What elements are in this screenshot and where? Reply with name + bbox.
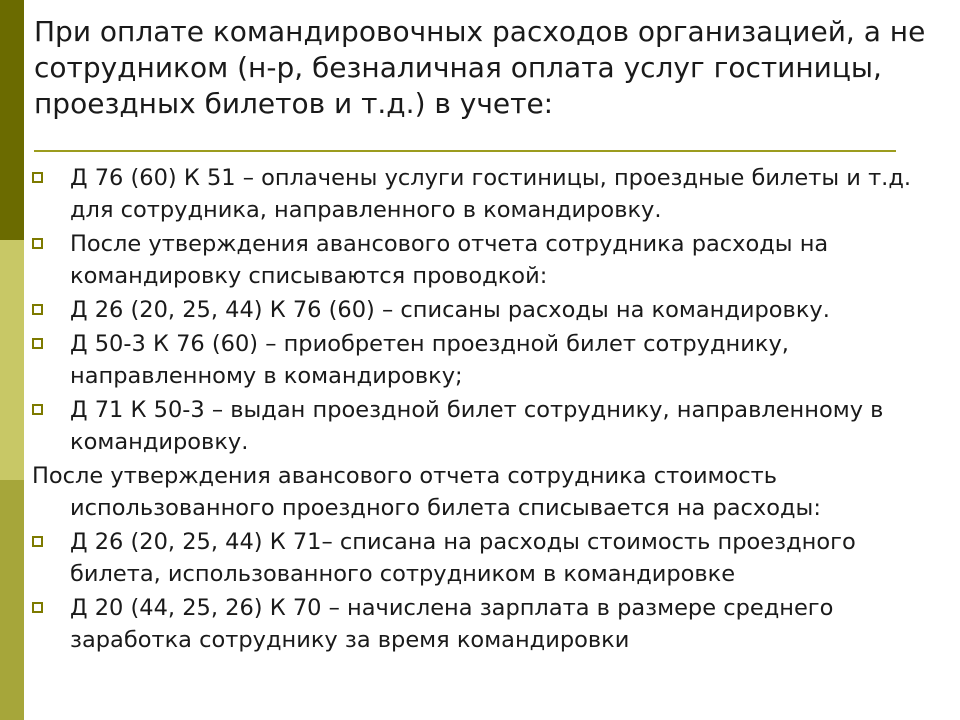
list-item-text: Д 50-3 К 76 (60) – приобретен проездной билет сотруднику, направленному в командировку;	[70, 331, 789, 389]
square-bullet-icon	[32, 536, 43, 547]
list-item	[32, 394, 952, 458]
slide-title: При оплате командировочных расходов организацией, а не сотрудником (н-р, безналичная оплата услуг гостиницы, проездных билетов и т.д.) в учете:	[34, 15, 926, 120]
side-bar-medium	[0, 480, 24, 720]
square-bullet-icon	[32, 404, 43, 415]
list-item	[32, 294, 952, 326]
list-item	[32, 592, 952, 656]
side-bar-dark	[0, 0, 24, 240]
side-bar-light	[0, 240, 24, 480]
square-bullet-icon	[32, 304, 43, 315]
plain-paragraph: После утверждения авансового отчета сотрудника стоимость использованного проездного билета списывается на расходы:	[32, 463, 821, 521]
square-bullet-icon	[32, 172, 43, 183]
list-item	[32, 162, 952, 226]
slide-content	[32, 162, 952, 658]
square-bullet-icon	[32, 338, 43, 349]
list-item-text: Д 71 К 50-3 – выдан проездной билет сотруднику, направленному в командировку.	[70, 397, 884, 455]
list-item-text: После утверждения авансового отчета сотрудника расходы на командировку списываются проводкой:	[70, 231, 829, 289]
list-item	[32, 228, 952, 292]
list-item-text: Д 20 (44, 25, 26) К 70 – начислена зарплата в размере среднего заработка сотруднику за время командировки	[70, 595, 834, 653]
list-item-text: Д 76 (60) К 51 – оплачены услуги гостиницы, проездные билеты и т.д. для сотрудника, направленного в командировку.	[70, 165, 912, 223]
title-rule	[34, 150, 896, 152]
list-item-text: Д 26 (20, 25, 44) К 76 (60) – списаны расходы на командировку.	[70, 297, 830, 323]
square-bullet-icon	[32, 602, 43, 613]
square-bullet-icon	[32, 238, 43, 249]
list-item	[32, 328, 952, 392]
list-item	[32, 526, 952, 590]
list-item-text: Д 26 (20, 25, 44) К 71– списана на расходы стоимость проездного билета, использованного сотрудником в командировке	[70, 529, 856, 587]
